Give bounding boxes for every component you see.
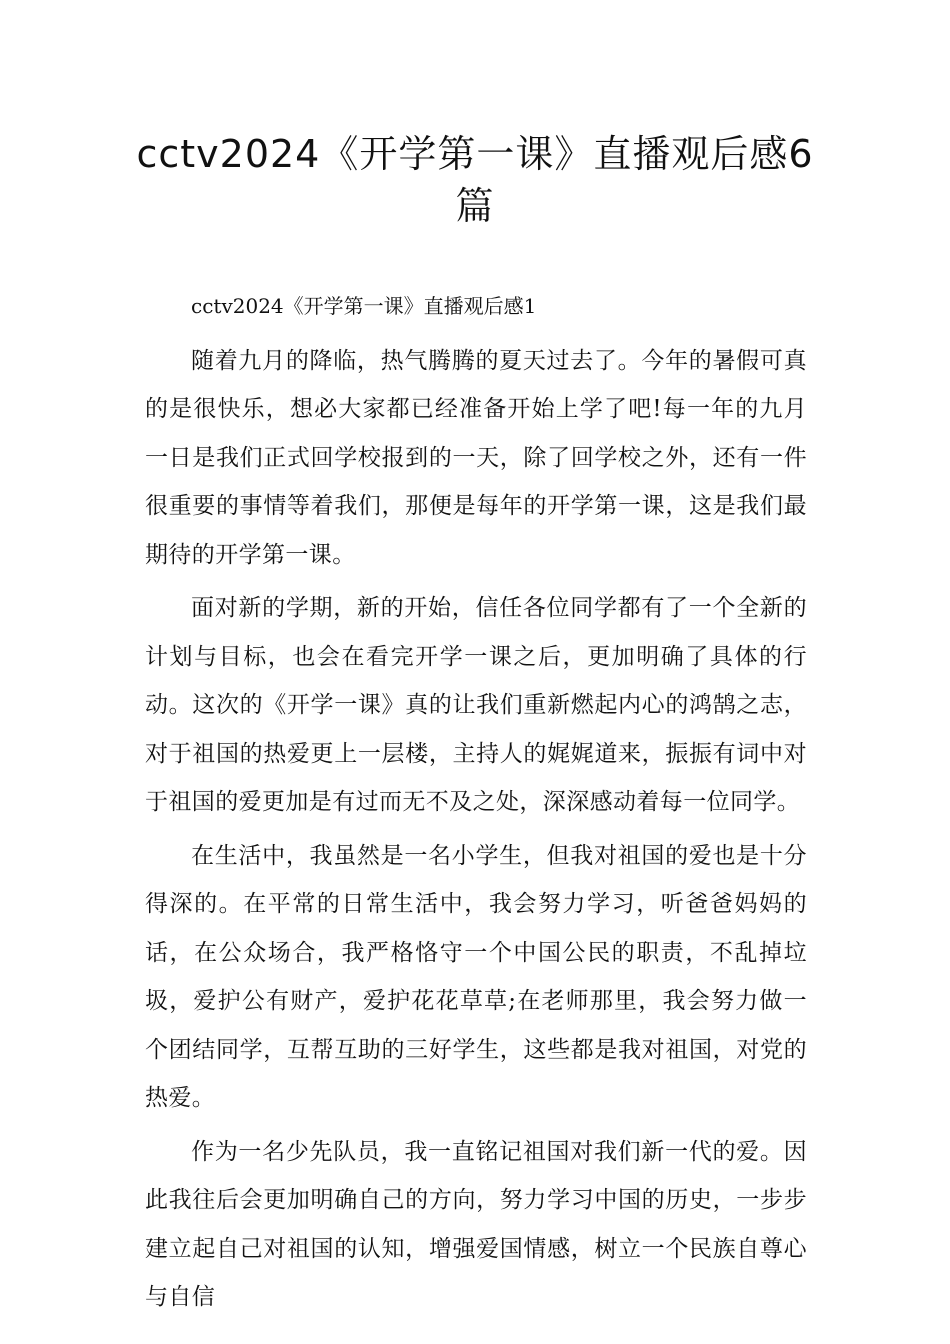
paragraph-4: 作为一名少先队员，我一直铭记祖国对我们新一代的爱。因此我往后会更加明确自己的方向，努力学习中国的历史，一步步建立起自己对祖国的认知，增强爱国情感，树立一个民族自尊心与自信 [145,1138,807,1310]
document-title: cctv2024《开学第一课》直播观后感6篇 [136,132,814,228]
section-subheading: cctv2024《开学第一课》直播观后感1 [191,294,537,318]
paragraph-2: 面对新的学期，新的开始，信任各位同学都有了一个全新的计划与目标，也会在看完开学一课之后，更加明确了具体的行动。这次的《开学一课》真的让我们重新燃起内心的鸿鹄之志，对于祖国的热爱更上一层楼，主持人的娓娓道来，振振有词中对于祖国的爱更加是有过而无不及之处，深深感动着每一位同学。 [145,595,807,815]
paragraph-3: 在生活中，我虽然是一名小学生，但我对祖国的爱也是十分得深的。在平常的日常生活中，我会努力学习，听爸爸妈妈的话，在公众场合，我严格恪守一个中国公民的职责，不乱掉垃圾，爱护公有财产，爱护花花草草;在老师那里，我会努力做一个团结同学，互帮互助的三好学生，这些都是我对祖国，对党的热爱。 [145,842,807,1111]
paragraph-1: 随着九月的降临，热气腾腾的夏天过去了。今年的暑假可真的是很快乐，想必大家都已经准备开始上学了吧!每一年的九月一日是我们正式回学校报到的一天，除了回学校之外，还有一件很重要的事情等着我们，那便是每年的开学第一课，这是我们最期待的开学第一课。 [145,347,807,568]
document-body [145,282,807,1327]
